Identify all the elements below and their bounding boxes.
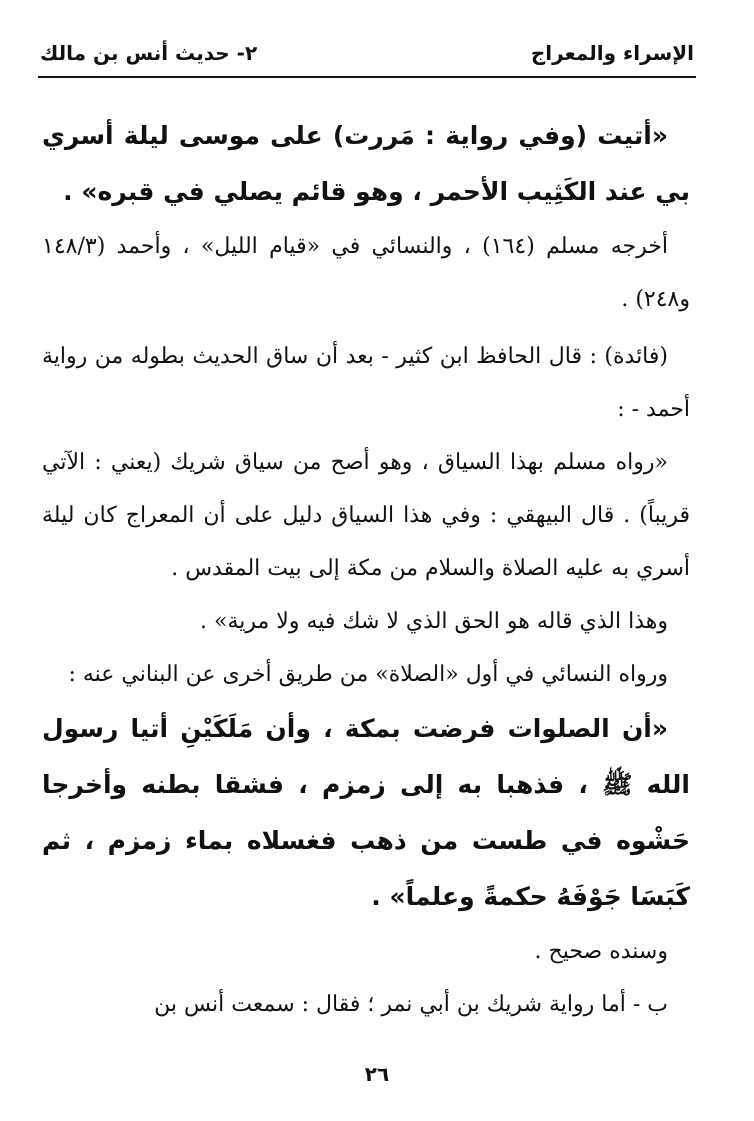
- ibn-kathir-quote: «رواه مسلم بهذا السياق ، وهو أصح من سياق شريك (يعني : الآتي قريباً) . قال البيهقي : وفي هذا السياق دليل على أن المعراج كان ليلة أسري به عليه الصلاة والسلام من مكة إلى بيت المقدس .: [42, 450, 690, 581]
- page-number: ٢٦: [364, 1062, 390, 1086]
- isnad-grade: وسنده صحيح .: [534, 939, 668, 964]
- hadith-quote-2: «أن الصلوات فرضت بمكة ، وأن مَلَكَيْنِ أتيا رسول الله ﷺ ، فذهبا به إلى زمزم ، فشقا بطنه وأخرجا حَشْوه في طست من ذهب فغسلاه بماء زمزم ، ثم كَبَسَا جَوْفَهُ حكمةً وعلماً» .: [42, 714, 690, 911]
- body-text: [42, 108, 690, 1031]
- header-rule: [38, 76, 696, 78]
- running-header: [40, 36, 694, 70]
- header-book-section: الإسراء والمعراج: [530, 41, 694, 65]
- ibn-kathir-quote-end: وهذا الذي قاله هو الحق الذي لا شك فيه ولا مرية» .: [200, 609, 668, 634]
- nasai-paragraph: ورواه النسائي في أول «الصلاة» من طريق أخرى عن البناني عنه :: [68, 662, 668, 687]
- benefit-paragraph: (فائدة) : قال الحافظ ابن كثير - بعد أن ساق الحديث بطوله من رواية أحمد - :: [42, 344, 690, 422]
- section-b-paragraph: ب - أما رواية شريك بن أبي نمر ؛ فقال : سمعت أنس بن: [154, 992, 668, 1017]
- hadith-quote-1: «أتيت (وفي رواية : مَررت) على موسى ليلة أسري بي عند الكَثِيب الأحمر ، وهو قائم يصلي في قبره» .: [42, 121, 690, 206]
- header-chapter: ٢- حديث أنس بن مالك: [40, 41, 258, 65]
- takhrij-paragraph: أخرجه مسلم (١٦٤) ، والنسائي في «قيام الليل» ، وأحمد (١٤٨/٣ و٢٤٨) .: [42, 234, 690, 312]
